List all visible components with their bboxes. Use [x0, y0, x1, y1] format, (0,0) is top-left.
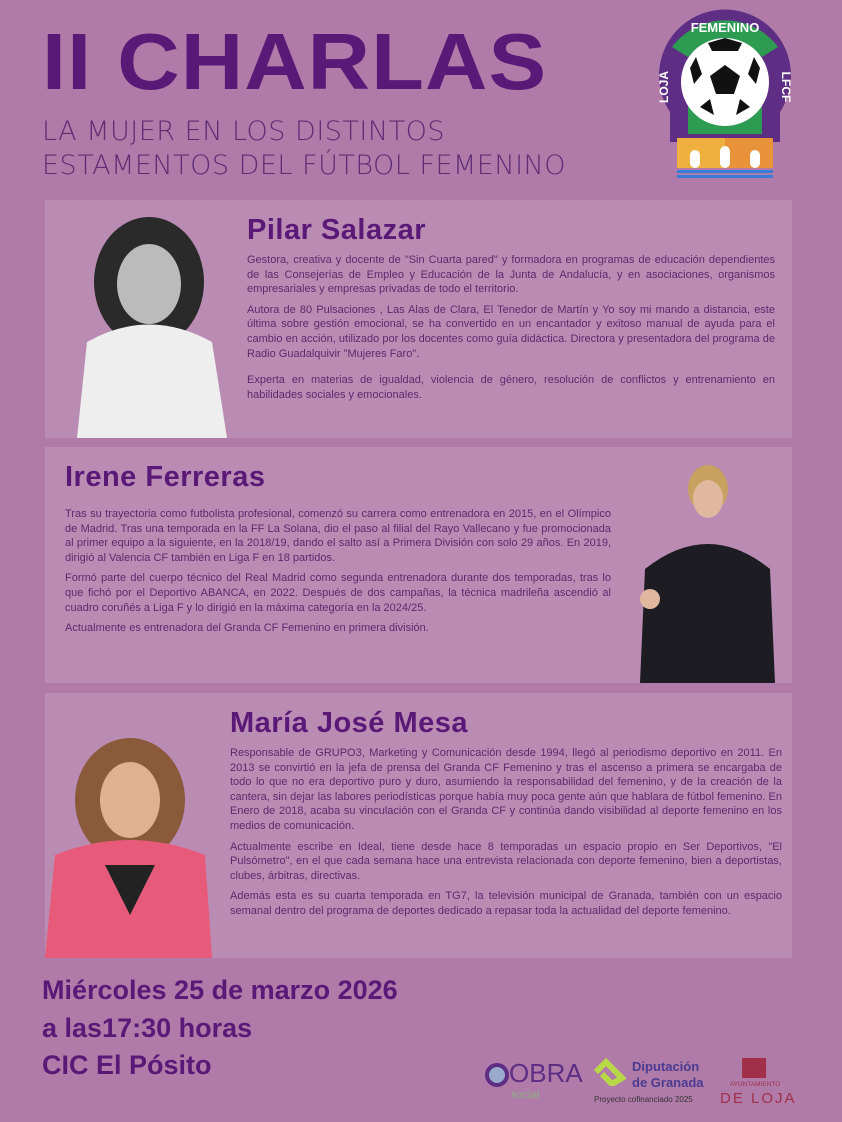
club-logo: [650, 2, 800, 182]
page-title: II CHARLAS: [42, 17, 548, 106]
speaker-photo: [67, 212, 232, 438]
diputacion-line2: de Granada: [632, 1075, 704, 1090]
bio-paragraph: Gestora, creativa y docente de "Sin Cuarta pared" y formadora en programas de educación dependientes de las Consejerías de Empleo y Educación de la Junta de Andalucía, y en asociaciones, organismos empresariales y empresas privadas de todo el territorio.: [247, 254, 775, 296]
diputacion-note: Proyecto cofinanciado 2025: [594, 1095, 693, 1104]
obra-social-sub-text: social: [511, 1089, 540, 1101]
speaker-card-maria-jose: [45, 693, 792, 958]
castle-icon: [742, 1058, 766, 1078]
logo-text-top: FEMENINO: [690, 20, 760, 35]
diputacion-heart-icon: [592, 1058, 626, 1086]
diputacion-granada-logo: [590, 1058, 715, 1110]
bio-paragraph: Autora de 80 Pulsaciones , Las Alas de Clara, El Tenedor de Martín y Yo soy mi mando a distancia, este última sobre gestión emocional, se ha convertido en un encantador y exitoso manual de ayuda para el cambio en acción, utilizado por los docentes como guía didáctica. Directora y presentadora del programa de Radio Guadalquivir "Mujeres Faro".: [247, 303, 775, 360]
bio-paragraph: Actualmente es entrenadora del Granda CF Femenino en primera división.: [65, 622, 429, 635]
logo-text-left: LOJA: [657, 70, 671, 104]
speaker-name: María José Mesa: [230, 707, 469, 739]
bio-paragraph: Formó parte del cuerpo técnico del Real Madrid como segunda entrenadora durante dos temporadas, tras lo que fichó por el Deportivo ABANCA, en 2022. Después de dos campañas, la técnica madrileña ascendió al cuadro coruñés a Liga F y lo dirigió en la máxima categoría en la 2024/25.: [65, 572, 611, 614]
ayto-line1: AYUNTAMIENTO: [729, 1081, 781, 1088]
speaker-bio: [230, 746, 782, 925]
event-place: CIC El Pósito: [42, 1050, 212, 1080]
speaker-name: Irene Ferreras: [65, 461, 266, 493]
speaker-card-pilar: [45, 200, 792, 438]
obra-social-emblem-icon: [485, 1063, 509, 1087]
bio-paragraph: Experta en materias de igualdad, violencia de género, resolución de conflictos y entrenamiento en habilidades sociales y emocionales.: [247, 374, 775, 401]
speaker-card-irene: [45, 447, 792, 683]
diputacion-line1: Diputación: [632, 1059, 700, 1074]
ayuntamiento-loja-logo: [720, 1058, 797, 1110]
logo-text-right: LFCF: [779, 71, 793, 103]
bio-paragraph: Además esta es su cuarta temporada en TG7, la televisión municipal de Granada, también con un espacio semanal dentro del programa de deportes dedicado a repasar toda la actualidad del deporte femenino.: [230, 890, 782, 917]
event-time: a las17:30 horas: [42, 1013, 253, 1043]
bio-paragraph: Actualmente escribe en Ideal, tiene desde hace 8 temporadas un espacio propio en Ser Deportivos, "El Pulsómetro", en el que cada semana hace una entrevista relacionada con deporte femenino, bien a deportistas, clubes, árbitras, directivas.: [230, 840, 782, 882]
ayto-line2: DE LOJA: [720, 1090, 797, 1107]
speaker-photo: [620, 459, 785, 683]
bio-paragraph: Tras su trayectoria como futbolista profesional, comenzó su carrera como entrenadora en 2015, en el Olímpico de Madrid. Tras una temporada en la FF La Solana, dio el paso al filial del Rayo Vallecano y fue promocionada al primer equipo a la siguiente, en la 2018/19, dando el salto así a Primera División con solo 29 años. En 2019, dirigió al Valencia CF también en Liga F en 18 partidos.: [65, 508, 611, 564]
speaker-bio: [65, 507, 611, 642]
subtitle-line1: LA MUJER EN LOS DISTINTOS: [42, 116, 445, 147]
bio-paragraph: Responsable de GRUPO3, Marketing y Comunicación desde 1994, llegó al periodismo deportivo en 2011. En 2013 se convirtió en la jefa de prensa del Granda CF Femenino y tras el ascenso a primera se encargaba de todo lo que no era deportivo puro y duro, asumiendo la responsabilidad del femenino, y de la creación de la cantera, sin dejar las labores periodísticas porque había muy poca gente aún que hablara de fútbol femenino. En Enero de 2018, acaba su vinculación con el Granda CF y continúa dando visibilidad al deporte femenino en los medios de comunicación.: [230, 747, 782, 832]
speaker-photo: [45, 725, 212, 958]
obra-social-logo: [485, 1058, 583, 1104]
event-date: Miércoles 25 de marzo 2026: [42, 975, 398, 1005]
obra-social-text: OBRA: [509, 1058, 583, 1088]
speaker-bio: [247, 253, 775, 408]
subtitle-line2: ESTAMENTOS DEL FÚTBOL FEMENINO: [42, 150, 566, 181]
speaker-name: Pilar Salazar: [247, 214, 426, 246]
